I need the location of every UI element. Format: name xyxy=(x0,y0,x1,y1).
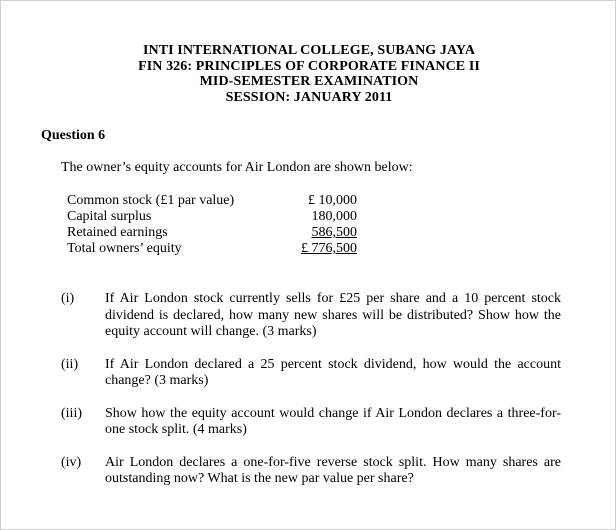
equity-row-value: £ 776,500 xyxy=(301,241,357,256)
equity-row-value: 180,000 xyxy=(311,209,357,224)
sub-question-text: Air London declares a one-for-five reverse stock split. How many shares are outstanding now? What is the new par value per share? xyxy=(105,454,561,486)
equity-row-label: Total owners’ equity xyxy=(67,241,182,256)
equity-row-total xyxy=(67,241,367,257)
equity-row-label: Capital surplus xyxy=(67,209,152,224)
sub-question xyxy=(61,357,561,390)
sub-question-number: (ii) xyxy=(61,356,79,372)
equity-row xyxy=(67,209,367,225)
sub-question-number: (iii) xyxy=(61,405,82,421)
header-session: SESSION: JANUARY 2011 xyxy=(225,89,393,105)
sub-question-text: If Air London declared a 25 percent stock dividend, how would the account change? (3 marks) xyxy=(105,356,561,388)
equity-row xyxy=(67,193,367,209)
equity-accounts-table xyxy=(67,193,367,257)
equity-row-value: £ 10,000 xyxy=(308,193,357,208)
sub-question-number: (iv) xyxy=(61,454,82,470)
header-exam-type: MID-SEMESTER EXAMINATION xyxy=(199,74,419,89)
header-institution: INTI INTERNATIONAL COLLEGE, SUBANG JAYA xyxy=(142,43,476,58)
equity-row-label: Retained earnings xyxy=(67,225,168,240)
sub-question xyxy=(61,455,561,488)
header-course: FIN 326: PRINCIPLES OF CORPORATE FINANCE II xyxy=(138,58,480,74)
equity-row-label: Common stock (£1 par value) xyxy=(67,193,235,208)
sub-question xyxy=(61,291,561,341)
exam-header xyxy=(1,43,616,105)
sub-question-text: If Air London stock currently sells for £25 per share and a 10 percent stock dividend is declared, how many new shares will be distributed? Show how the equity account will change. (3 marks) xyxy=(105,291,561,339)
equity-row-value: 586,500 xyxy=(311,225,357,240)
sub-question xyxy=(61,406,561,439)
equity-row xyxy=(67,225,367,241)
question-title: Question 6 xyxy=(41,128,106,143)
sub-question-text: Show how the equity account would change if Air London declares a three-for-one stock split. (4 marks) xyxy=(105,405,561,437)
sub-questions xyxy=(61,291,561,504)
question-intro: The owner’s equity accounts for Air London are shown below: xyxy=(61,160,413,175)
sub-question-number: (i) xyxy=(61,291,75,306)
